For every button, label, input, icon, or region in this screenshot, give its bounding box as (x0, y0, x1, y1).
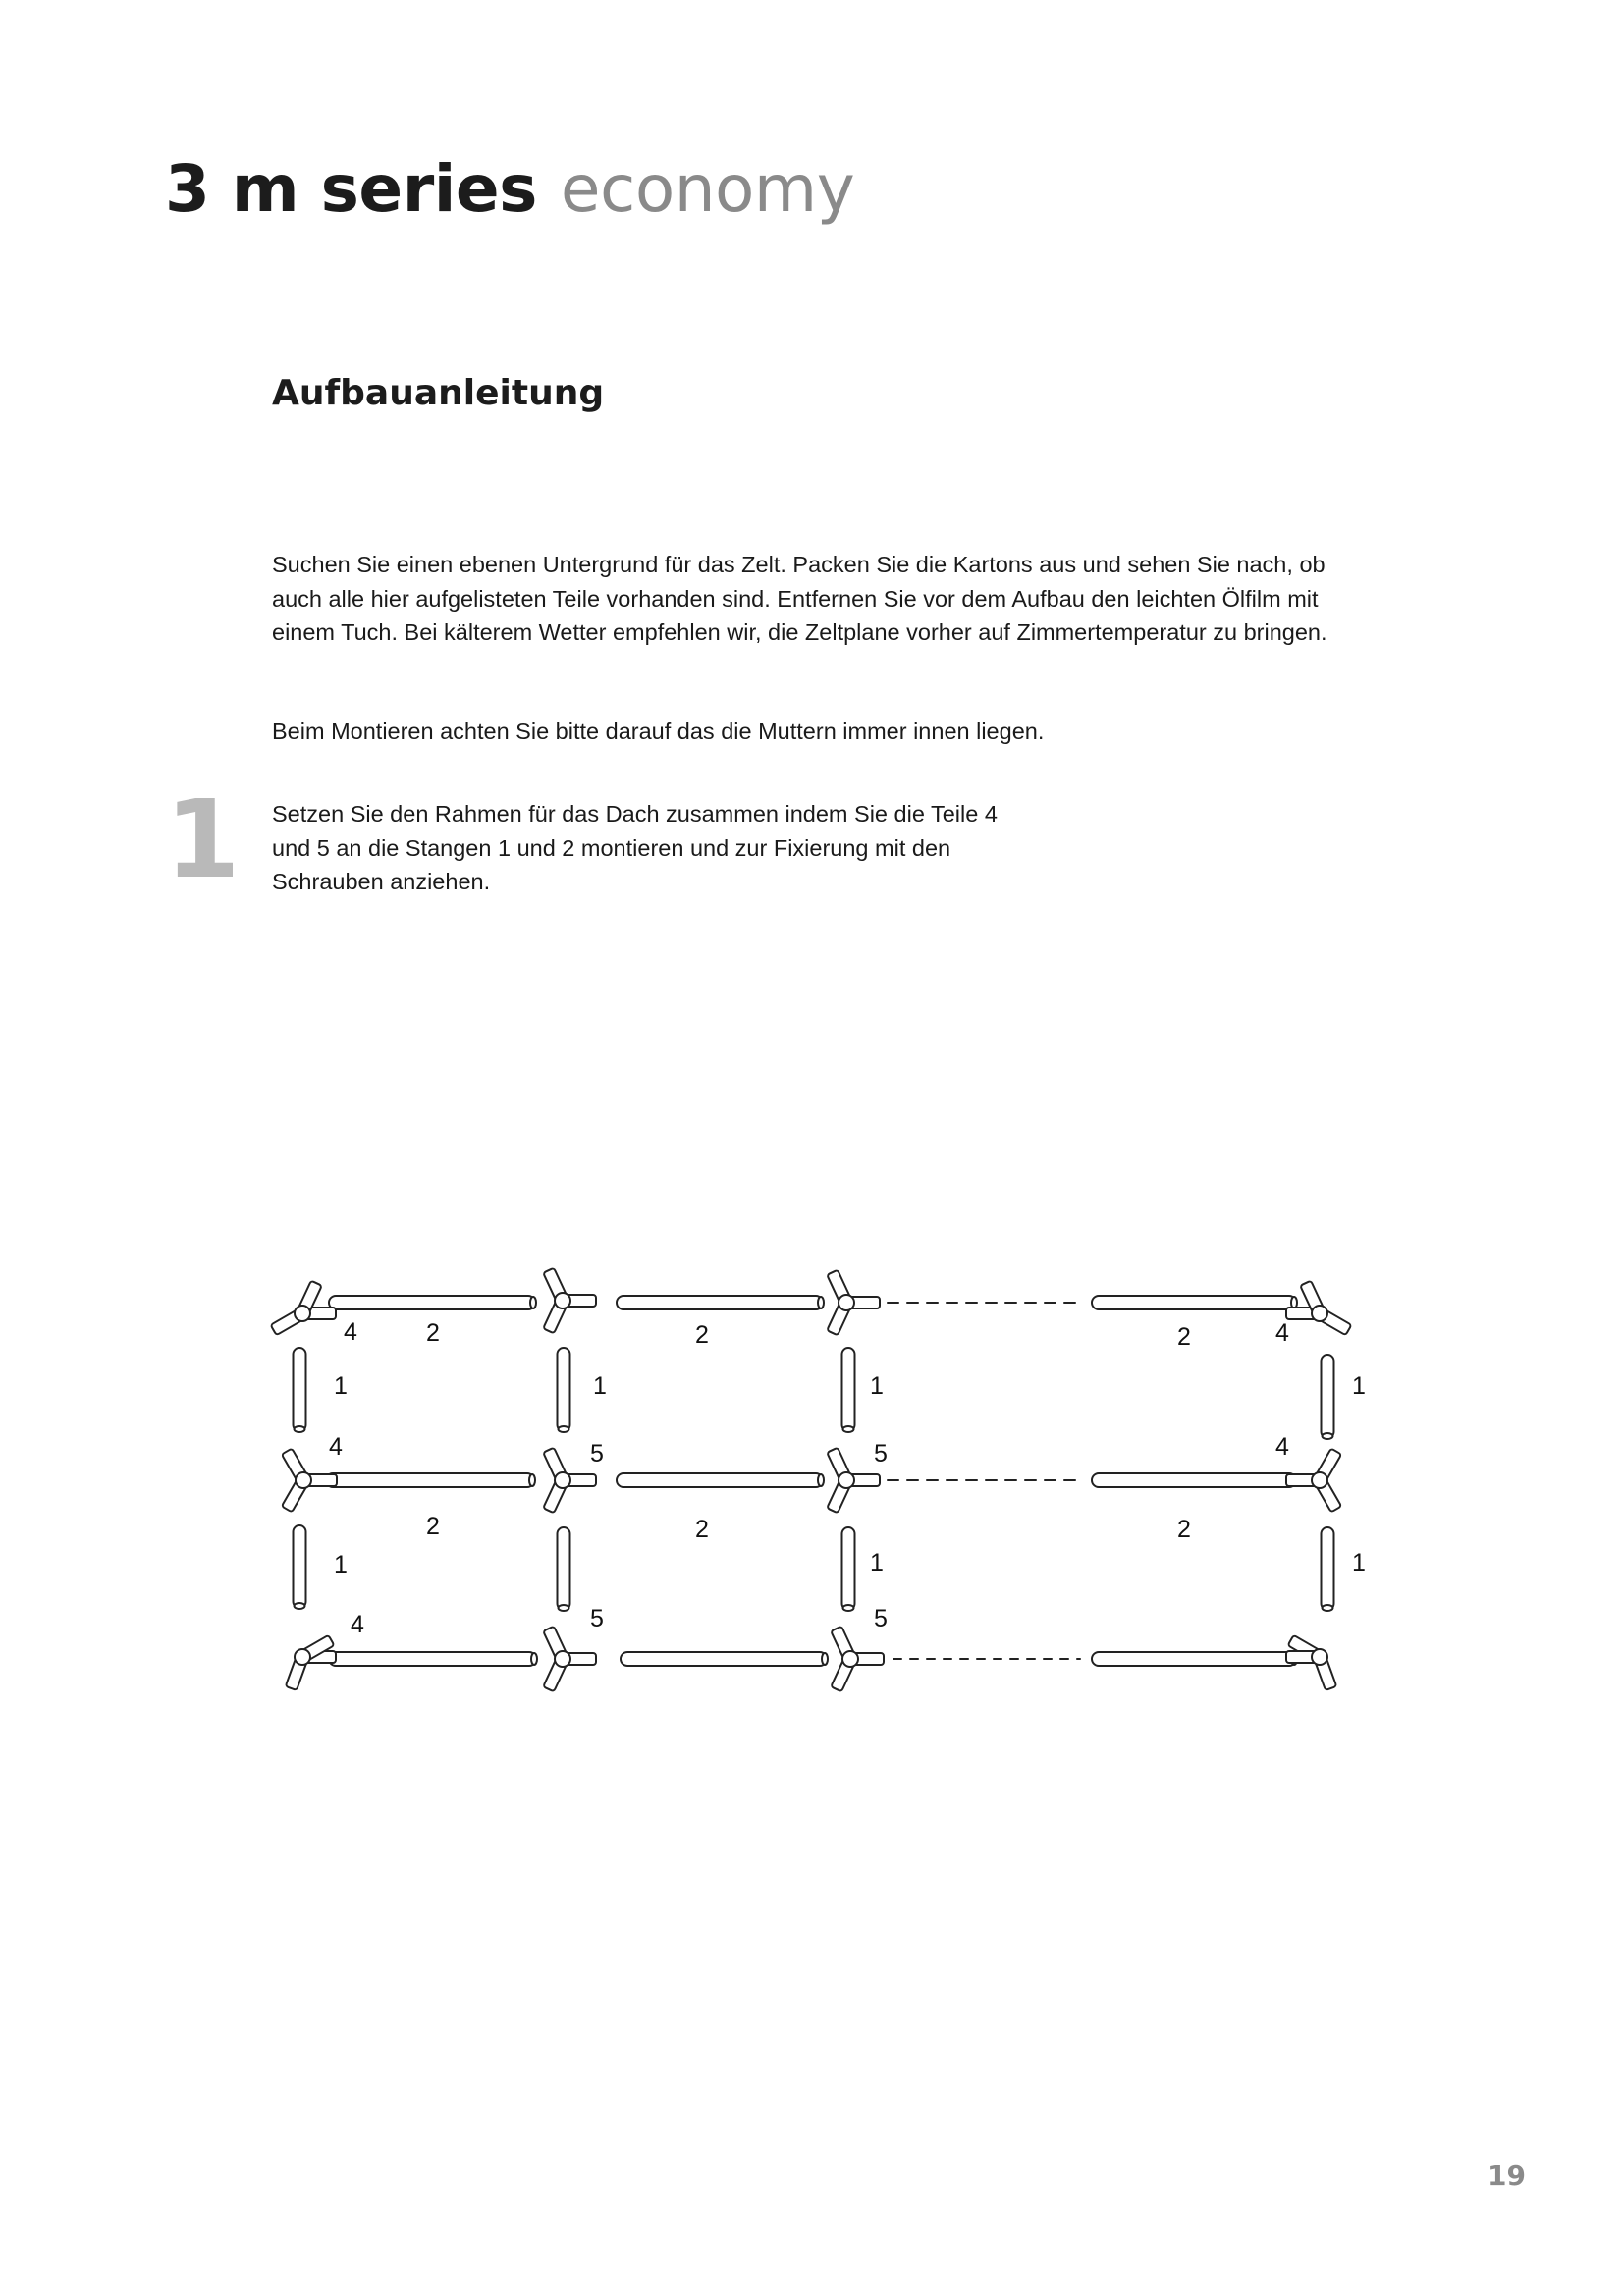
side-connector-part-4 (1286, 1449, 1341, 1513)
part-label: 1 (870, 1372, 884, 1400)
part-label: 2 (426, 1513, 440, 1540)
section-title: Aufbauanleitung (272, 373, 605, 413)
page-number: 19 (1488, 2160, 1526, 2192)
horizontal-rod (1092, 1652, 1297, 1666)
vertical-rod (842, 1527, 855, 1611)
middle-connector-part-5 (827, 1270, 880, 1336)
horizontal-rod (326, 1473, 535, 1487)
part-label: 4 (1275, 1319, 1289, 1347)
vertical-rod (294, 1348, 306, 1432)
horizontal-rod (329, 1296, 536, 1309)
middle-connector-part-5 (543, 1627, 596, 1692)
vertical-rod (558, 1527, 570, 1611)
part-label: 2 (426, 1319, 440, 1347)
part-label: 2 (1177, 1516, 1191, 1543)
part-label: 4 (1275, 1433, 1289, 1461)
middle-connector-part-5 (543, 1268, 596, 1334)
part-label: 2 (695, 1321, 709, 1349)
corner-connector-part-4 (271, 1281, 336, 1336)
part-label: 1 (1352, 1549, 1366, 1576)
corner-connector-part-4 (1286, 1635, 1336, 1690)
horizontal-rod (617, 1296, 824, 1309)
middle-connector-part-5 (831, 1627, 884, 1692)
part-label: 1 (334, 1372, 348, 1400)
mounting-note: Beim Montieren achten Sie bitte darauf das die Muttern immer innen liegen. (272, 719, 1045, 744)
middle-connector-part-5 (827, 1448, 880, 1514)
horizontal-rod (1092, 1473, 1297, 1487)
horizontal-rod (329, 1652, 537, 1666)
title-edition: economy (560, 151, 855, 227)
part-label: 5 (874, 1440, 888, 1468)
part-label: 4 (344, 1318, 357, 1346)
vertical-rod (842, 1348, 855, 1432)
horizontal-rod (621, 1652, 828, 1666)
part-label: 1 (334, 1551, 348, 1578)
part-label: 5 (590, 1440, 604, 1468)
part-label: 2 (695, 1516, 709, 1543)
part-label: 5 (590, 1605, 604, 1632)
horizontal-rod (1092, 1296, 1297, 1309)
part-label: 5 (874, 1605, 888, 1632)
step-instruction: Setzen Sie den Rahmen für das Dach zusammen indem Sie die Teile 4 und 5 an die Stangen 1 und 2 montieren und zur Fixierung mit den Schrauben anziehen. (272, 801, 998, 894)
vertical-rod (294, 1525, 306, 1609)
vertical-rod (1322, 1527, 1334, 1611)
part-label: 1 (870, 1549, 884, 1576)
intro-paragraph: Suchen Sie einen ebenen Untergrund für das Zelt. Packen Sie die Kartons aus und sehen Sie nach, ob auch alle hier aufgelisteten Teile vorhanden sind. Entfernen Sie vor dem Aufbau den leichten Ölfilm mit einem Tuch. Bei kälterem Wetter empfehlen wir, die Zeltplane vorher auf Zimmertemperatur zu bringen. (272, 552, 1327, 645)
step-number: 1 (165, 776, 241, 902)
vertical-rod (1322, 1355, 1334, 1439)
part-label: 4 (351, 1611, 364, 1638)
part-label: 4 (329, 1433, 343, 1461)
corner-connector-part-4 (1286, 1281, 1351, 1336)
title-series: 3 m series (165, 151, 537, 227)
part-label: 1 (1352, 1372, 1366, 1400)
corner-connector-part-4 (286, 1635, 336, 1690)
part-label: 2 (1177, 1323, 1191, 1351)
horizontal-rod (617, 1473, 824, 1487)
part-label: 1 (593, 1372, 607, 1400)
vertical-rod (558, 1348, 570, 1432)
middle-connector-part-5 (543, 1448, 596, 1514)
